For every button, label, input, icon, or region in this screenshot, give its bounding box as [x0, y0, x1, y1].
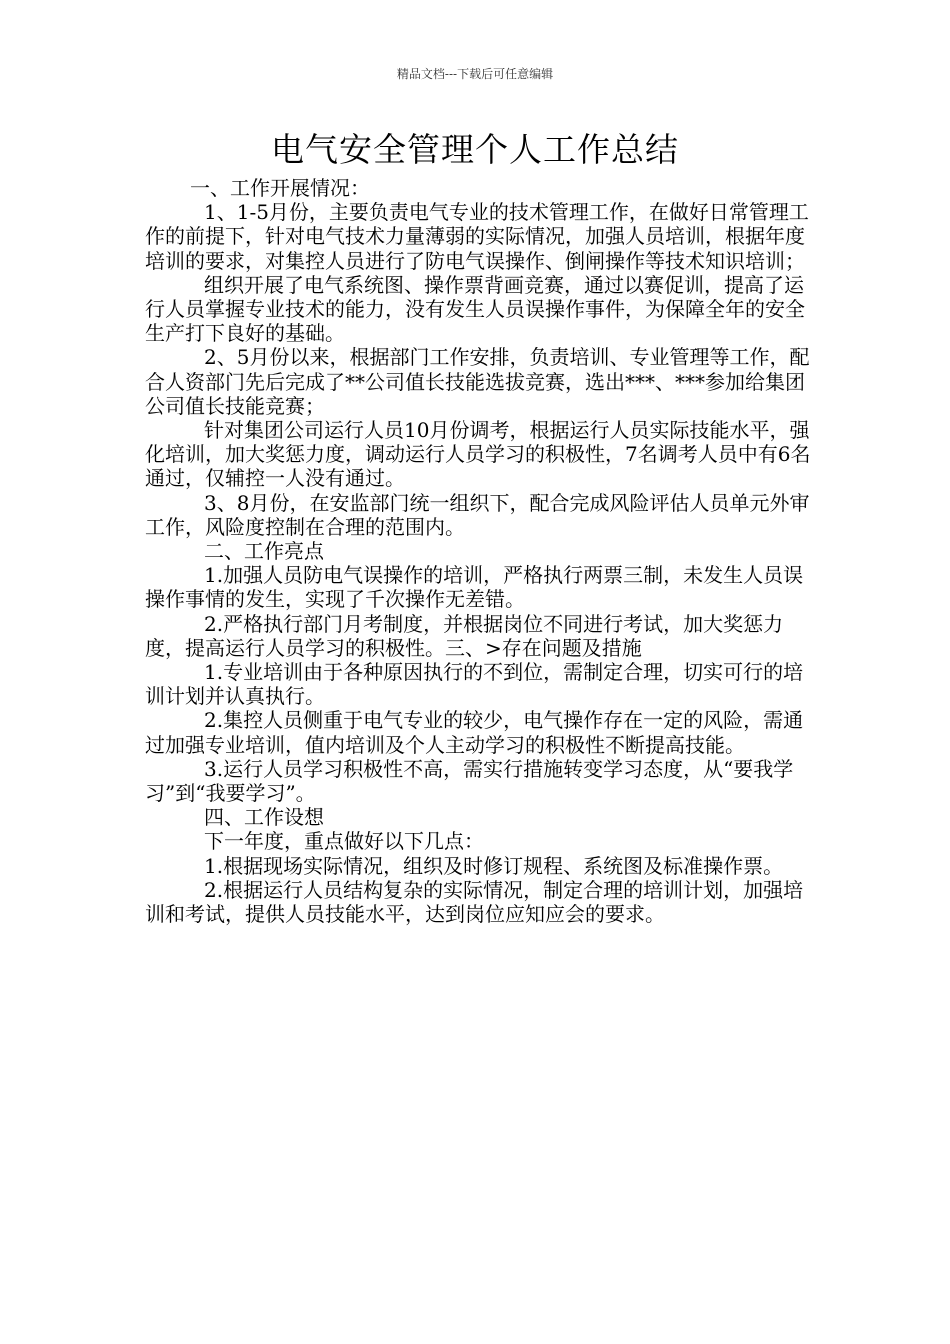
header-note: 精品文档---下载后可任意编辑 — [396, 67, 554, 81]
paragraph: 2、5月份以来，根据部门工作安排，负责培训、专业管理等工作，配合人资部门先后完成了**公司值长技能选拔竞赛，选出***、***参加给集团公司值长技能竞赛； — [145, 345, 810, 418]
paragraph: 组织开展了电气系统图、操作票背画竞赛，通过以赛促训，提高了运行人员掌握专业技术的能力，没有发生人员误操作事件，为保障全年的安全生产打下良好的基础。 — [145, 272, 805, 346]
document-title: 电气安全管理个人工作总结 — [271, 130, 679, 169]
paragraph: 针对集团公司运行人员10月份调考，根据运行人员实际技能水平，强化培训，加大奖惩力度，调动运行人员学习的积极性，7名调考人员中有6名通过，仅辅控一人没有通过。 — [145, 418, 811, 491]
section-heading-highlights: 二、工作亮点 — [204, 539, 324, 564]
paragraph: 3、8月份，在安监部门统一组织下，配合完成风险评估人员单元外审工作，风险度控制在合理的范围内。 — [145, 490, 810, 539]
paragraph: 2.严格执行部门月考制度，并根据岗位不同进行考试，加大奖惩力度，提高运行人员学习的积极性。三、>存在问题及措施 — [145, 611, 784, 660]
paragraph: 1、1-5月份，主要负责电气专业的技术管理工作，在做好日常管理工作的前提下，针对电气技术力量薄弱的实际情况，加强人员培训，根据年度培训的要求，对集控人员进行了防电气误操作、倒闸操作等技术知识培训； — [145, 200, 809, 273]
paragraph: 下一年度，重点做好以下几点： — [204, 829, 484, 854]
section-heading-plans: 四、工作设想 — [204, 805, 324, 830]
paragraph: 3.运行人员学习积极性不高，需实行措施转变学习态度，从“要我学习”到“我要学习”。 — [145, 756, 794, 806]
paragraph: 2.根据运行人员结构复杂的实际情况，制定合理的培训计划，加强培训和考试，提供人员技能水平，达到岗位应知应会的要求。 — [145, 877, 804, 927]
document-body — [145, 176, 815, 926]
paragraph: 1.专业培训由于各种原因执行的不到位，需制定合理，切实可行的培训计划并认真执行。 — [145, 660, 804, 709]
paragraph: 2.集控人员侧重于电气专业的较少，电气操作存在一定的风险，需通过加强专业培训，值内培训及个人主动学习的积极性不断提高技能。 — [145, 708, 804, 757]
paragraph: 1.根据现场实际情况，组织及时修订规程、系统图及标准操作票。 — [204, 853, 784, 878]
paragraph: 1.加强人员防电气误操作的培训，严格执行两票三制，未发生人员误操作事情的发生，实现了千次操作无差错。 — [145, 563, 804, 612]
section-heading-work-progress: 一、工作开展情况： — [190, 176, 370, 200]
